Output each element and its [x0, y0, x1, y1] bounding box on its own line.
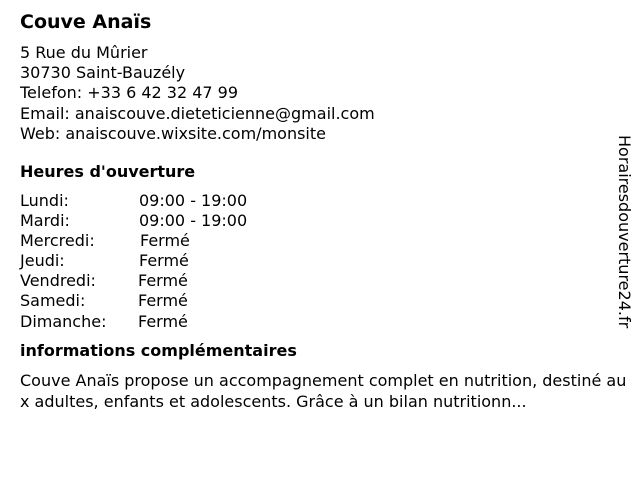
day-label: Mercredi: [20, 231, 95, 251]
day-label: Vendredi: [20, 271, 96, 291]
day-label: Lundi: [20, 191, 69, 211]
hours-row-wednesday [20, 231, 620, 251]
time-value: Fermé [138, 271, 188, 291]
additional-info-text: Couve Anaïs propose un accompagnement complet en nutrition, destiné aux adultes, enfants et adolescents. Grâce à un bilan nutritionn... [20, 370, 627, 411]
opening-hours-heading: Heures d'ouverture [20, 162, 196, 182]
additional-info-heading: informations complémentaires [20, 340, 297, 360]
day-label: Samedi: [20, 291, 86, 311]
contact-block [20, 43, 620, 144]
time-value: 09:00 - 19:00 [139, 211, 248, 231]
opening-hours-table [20, 191, 620, 332]
time-value: Fermé [138, 291, 188, 311]
time-value: Fermé [138, 311, 188, 331]
day-label: Mardi: [20, 211, 70, 231]
hours-row-friday [20, 271, 620, 291]
day-label: Jeudi: [20, 251, 65, 271]
hours-row-sunday [20, 312, 620, 332]
time-value: Fermé [140, 231, 190, 251]
site-watermark: Horairesdouverture24.fr [615, 135, 634, 329]
website-text: Web: anaiscouve.wixsite.com/monsite [20, 123, 326, 143]
address-city: 30730 Saint-Bauzély [20, 63, 186, 83]
time-value: Fermé [139, 251, 189, 271]
hours-row-tuesday [20, 211, 620, 231]
business-name: Couve Anaïs [20, 11, 152, 33]
time-value: 09:00 - 19:00 [139, 191, 248, 211]
address-street: 5 Rue du Mûrier [20, 43, 148, 62]
hours-row-monday [20, 191, 620, 211]
hours-row-thursday [20, 251, 620, 271]
phone-text: Telefon: +33 6 42 32 47 99 [20, 83, 239, 103]
email-text: Email: anaiscouve.dieteticienne@gmail.com [20, 103, 375, 123]
day-label: Dimanche: [20, 311, 107, 331]
hours-row-saturday [20, 291, 620, 311]
